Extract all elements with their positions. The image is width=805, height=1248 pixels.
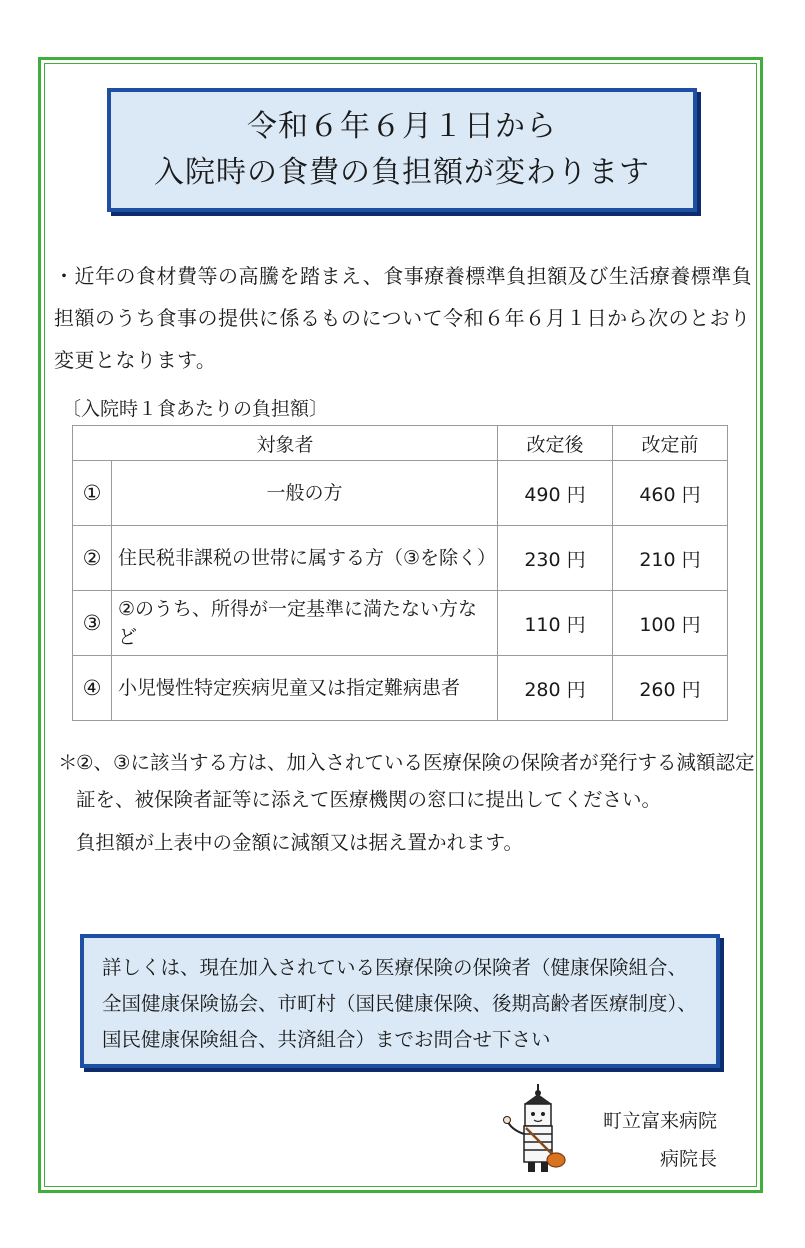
row-after-amount: 490 円 <box>498 461 613 526</box>
row-after-amount: 280 円 <box>498 656 613 721</box>
note-asterisk: ＊ <box>58 751 78 774</box>
signature-title: 病院長 <box>660 1148 718 1170</box>
row-number: ④ <box>73 656 112 721</box>
inquiry-text: 詳しくは、現在加入されている医療保険の保険者（健康保険組合、全国健康保険協会、市町村（国民健康保険、後期高齢者医療制度）、国民健康保険組合、共済組合）までお問合せ下さい <box>102 956 697 1051</box>
note-text: ②、③に該当する方は、加入されている医療保険の保険者が発行する減額認定証を、被保険者証等に添えて医療機関の窓口に提出してください。 <box>76 751 755 811</box>
table-row <box>73 461 728 526</box>
fee-table <box>72 425 728 721</box>
row-before-amount: 210 円 <box>613 526 728 591</box>
table-caption: 〔入院時１食あたりの負担額〕 <box>62 398 329 420</box>
row-after-amount: 110 円 <box>498 591 613 656</box>
row-target: 一般の方 <box>112 461 498 526</box>
intro-paragraph: ・近年の食材費等の高騰を踏まえ、食事療養標準負担額及び生活療養標準負担額のうち食事の提供に係るものについて令和６年６月１日から次のとおり変更となります。 <box>54 264 753 372</box>
inquiry-box <box>80 934 720 1068</box>
row-before-amount: 100 円 <box>613 591 728 656</box>
table-row <box>73 656 728 721</box>
title-box <box>107 88 697 212</box>
note-block <box>58 744 758 861</box>
row-target: 住民税非課税の世帯に属する方（③を除く） <box>112 526 498 591</box>
row-after-amount: 230 円 <box>498 526 613 591</box>
row-target: 小児慢性特定疾病児童又は指定難病患者 <box>112 656 498 721</box>
header-before: 改定前 <box>613 426 728 461</box>
row-target: ②のうち、所得が一定基準に満たない方など <box>112 591 498 656</box>
row-number: ③ <box>73 591 112 656</box>
row-before-amount: 260 円 <box>613 656 728 721</box>
header-target: 対象者 <box>73 426 498 461</box>
table-header-row <box>73 426 728 461</box>
signature-hospital: 町立富来病院 <box>603 1110 718 1132</box>
row-number: ② <box>73 526 112 591</box>
note-subtext: 負担額が上表中の金額に減額又は据え置かれます。 <box>76 831 523 854</box>
table-row <box>73 526 728 591</box>
table-row <box>73 591 728 656</box>
header-after: 改定後 <box>498 426 613 461</box>
title-line-2: 入院時の食費の負担額が変わります <box>154 155 650 190</box>
row-before-amount: 460 円 <box>613 461 728 526</box>
title-line-1: 令和６年６月１日から <box>247 109 557 144</box>
row-number: ① <box>73 461 112 526</box>
lighthouse-mascot-icon <box>498 1084 578 1180</box>
